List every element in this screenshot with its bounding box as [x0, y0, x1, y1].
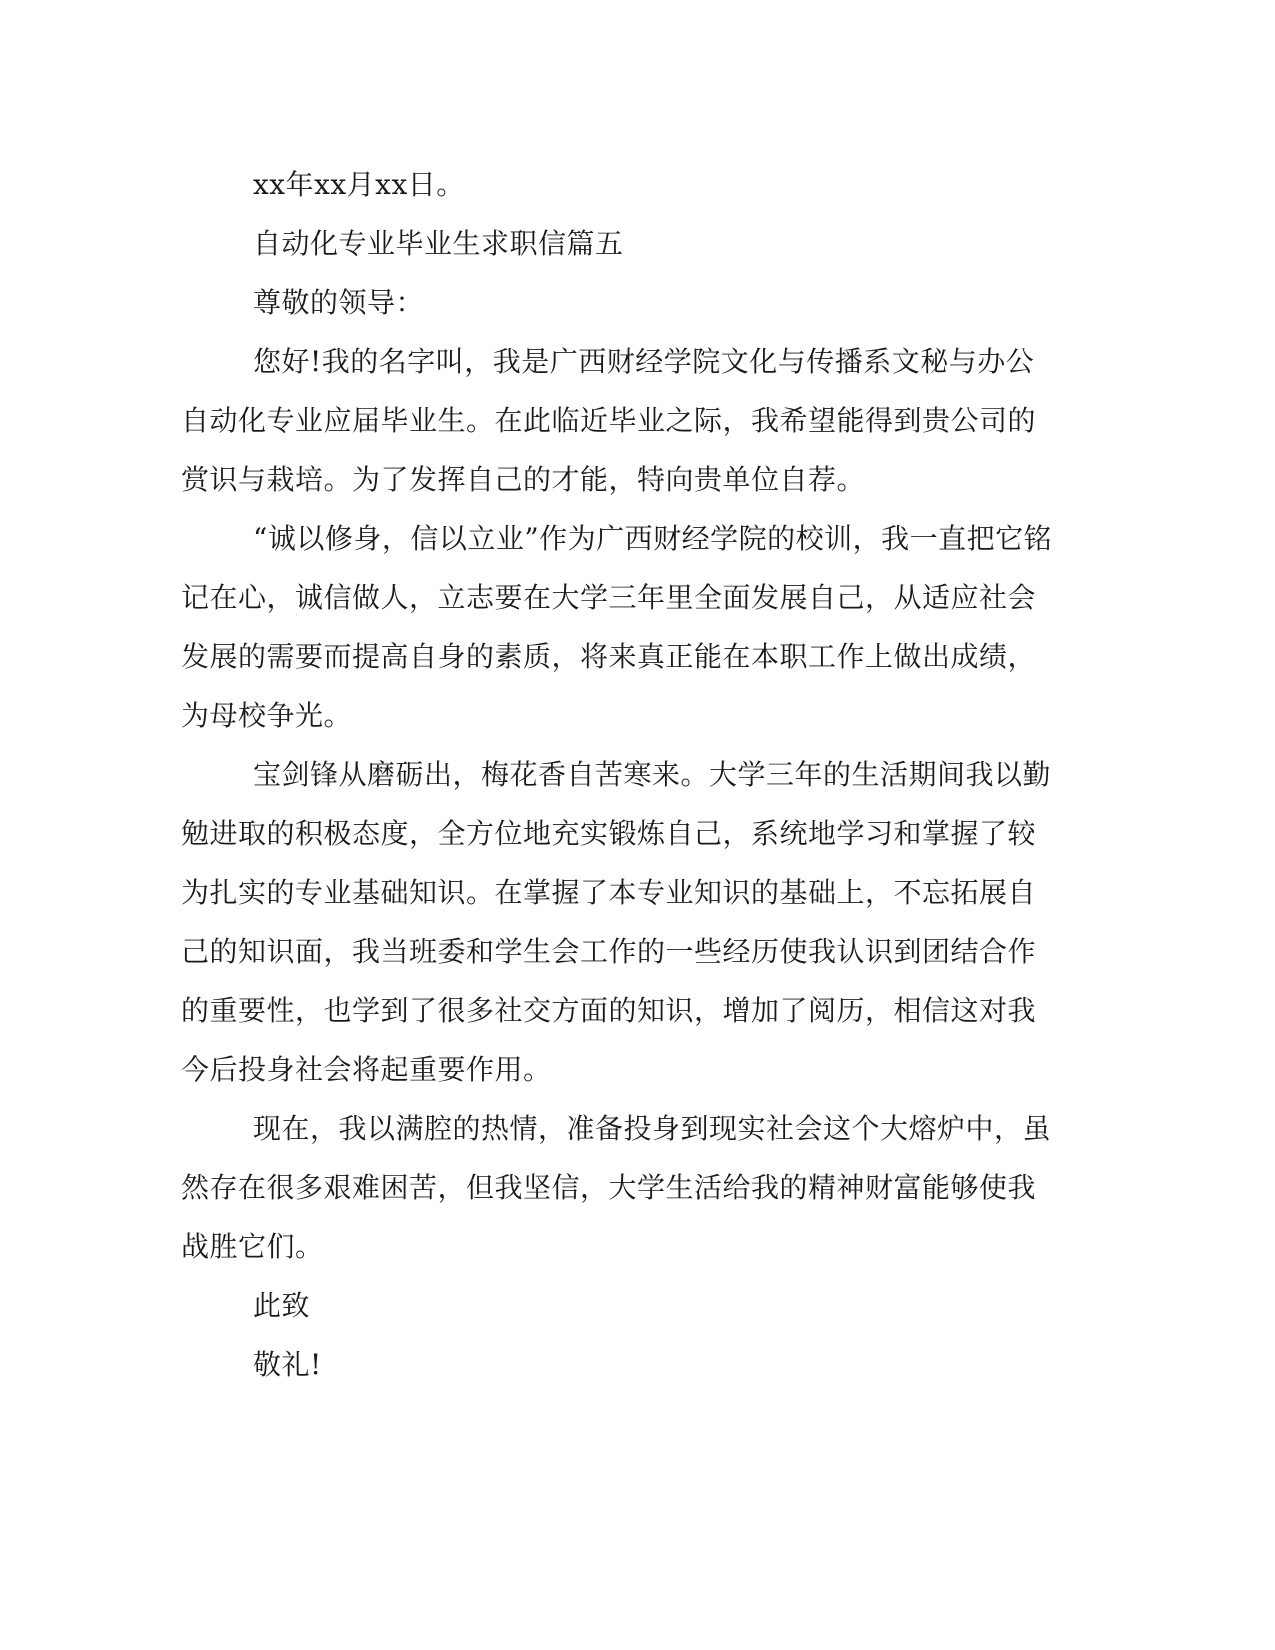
paragraph-line: 记在心，诚信做人，立志要在大学三年里全面发展自己，从适应社会: [181, 581, 1037, 614]
date-line: xx年xx月xx日。: [253, 168, 465, 201]
paragraph-line: 自动化专业应届毕业生。在此临近毕业之际，我希望能得到贵公司的: [181, 404, 1037, 437]
paragraph-line: 战胜它们。: [181, 1230, 324, 1263]
paragraph-line: 宝剑锋从磨砺出，梅花香自苦寒来。大学三年的生活期间我以勤: [253, 758, 1052, 791]
paragraph-line: 的重要性，也学到了很多社交方面的知识，增加了阅历，相信这对我: [181, 994, 1037, 1027]
paragraph-line: 今后投身社会将起重要作用。: [181, 1053, 552, 1086]
letter-page: [181, 155, 1053, 1394]
paragraph-line: 发展的需要而提高自身的素质，将来真正能在本职工作上做出成绩，: [181, 640, 1037, 673]
paragraph-3: [181, 745, 1052, 1099]
paragraph-line: 为扎实的专业基础知识。在掌握了本专业知识的基础上，不忘拓展自: [181, 876, 1037, 909]
paragraph-line: 为母校争光。: [181, 699, 353, 732]
paragraph-1: [181, 332, 1037, 509]
paragraph-line: “诚以修身，信以立业”作为广西财经学院的校训，我一直把它铭: [253, 522, 1053, 555]
paragraph-line: 您好!我的名字叫，我是广西财经学院文化与传播系文秘与办公: [253, 345, 1035, 378]
paragraph-line: 勉进取的积极态度，全方位地充实锻炼自己，系统地学习和掌握了较: [181, 817, 1037, 850]
closing-salute: 敬礼!: [253, 1348, 322, 1381]
paragraph-line: 然存在很多艰难困苦，但我坚信，大学生活给我的精神财富能够使我: [181, 1171, 1037, 1204]
closing-greeting: 此致: [253, 1289, 311, 1322]
paragraph-line: 己的知识面，我当班委和学生会工作的一些经历使我认识到团结合作: [181, 935, 1037, 968]
paragraph-4: [181, 1099, 1052, 1276]
letter-heading: 自动化专业毕业生求职信篇五: [253, 227, 624, 260]
salutation: 尊敬的领导：: [253, 286, 425, 319]
paragraph-line: 赏识与栽培。为了发挥自己的才能，特向贵单位自荐。: [181, 463, 866, 496]
paragraph-2: [181, 509, 1053, 745]
paragraph-line: 现在，我以满腔的热情，准备投身到现实社会这个大熔炉中，虽: [253, 1112, 1052, 1145]
